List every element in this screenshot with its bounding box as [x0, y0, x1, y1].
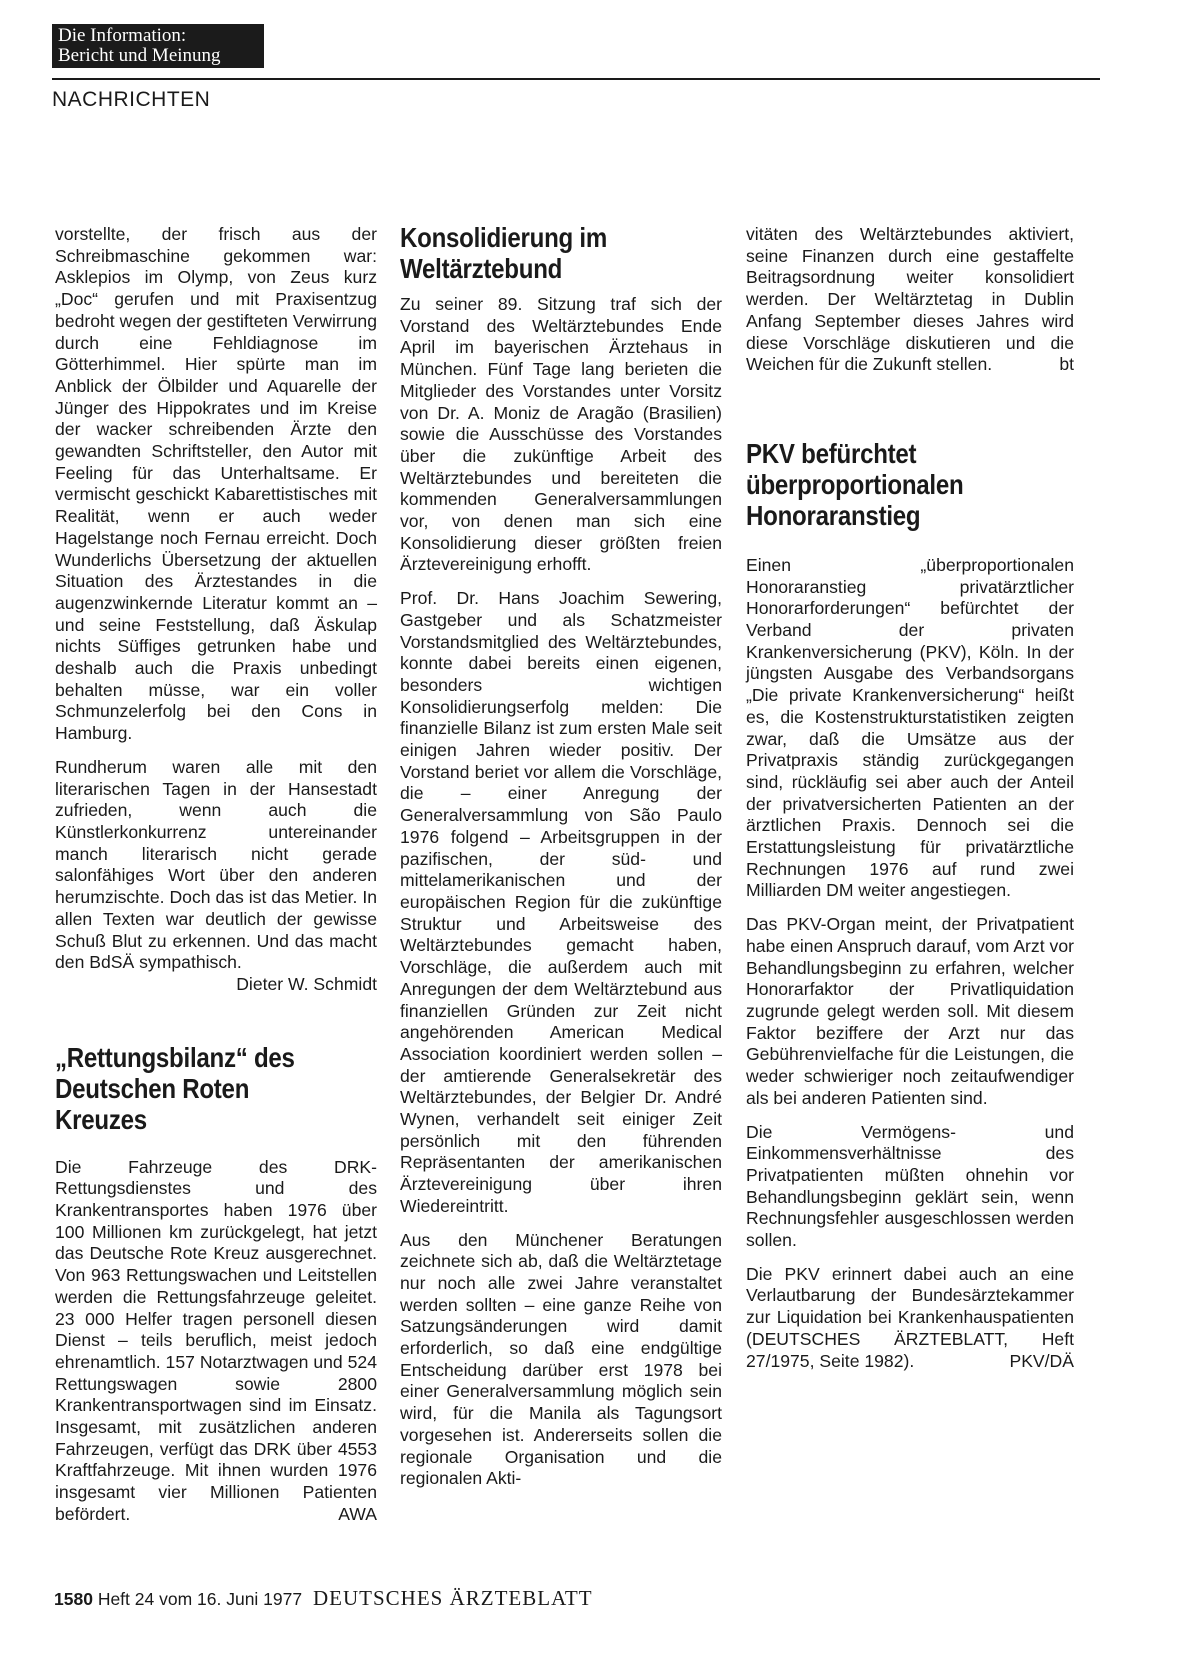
masthead-line2: Bericht und Meinung: [58, 45, 221, 66]
section-label: NACHRICHTEN: [52, 88, 211, 111]
article-headline: Konsolidierung im Weltärztebund: [400, 222, 607, 284]
page-number: 1580: [54, 1589, 93, 1609]
article-paragraph: Die Vermögens- und Einkommensverhältnisse des Privatpatienten müßten ohnehin vor Behandlungsbeginn geklärt sein, wenn Rechnungsfehler ausgeschlossen werden sollen.: [746, 1121, 1074, 1251]
article-paragraph: [746, 1264, 1074, 1373]
article-paragraph: [746, 224, 1074, 376]
author-sign: PKV/DÄ: [1009, 1350, 1074, 1371]
masthead: [52, 24, 264, 68]
author-sign: bt: [1059, 354, 1074, 375]
paragraph-text: Die PKV erinnert dabei auch an eine Verlautbarung der Bundesärztekammer zur Liquidation bei Krankenhauspatienten (DEUTSCHES ÄRZTEBLATT, Heft 27/1975, Seite 1982).: [746, 1263, 1074, 1371]
header-rule: [52, 78, 1100, 80]
author-byline: Dieter W. Schmidt: [236, 973, 377, 994]
issue-info: Heft 24 vom 16. Juni 1977: [97, 1589, 303, 1609]
author-sign: AWA: [338, 1503, 377, 1524]
paragraph-text: Die Fahrzeuge des DRK-Rettungsdienstes und des Krankentransportes haben 1976 über 100 Millionen km zurückgelegt, hat jetzt das Deutsche Rote Kreuz ausgerechnet. Von 963 Rettungswachen und Leitstellen werden die Rettungsfahrzeuge geleitet. 23 000 Helfer tragen personell diesen Dienst – teils beruflich, meist jedoch ehrenamtlich. 157 Notarztwagen und 524 Rettungswagen sowie 2800 Krankentransportwagen sind im Einsatz. Insgesamt, mit zusätzlichen anderen Fahrzeugen, verfügt das DRK über 4553 Kraftfahrzeuge. Mit ihnen wurden 1976 insgesamt vier Millionen Patienten befördert.: [55, 1156, 377, 1524]
paragraph-text: vitäten des Weltärztebundes aktiviert, seine Finanzen durch eine gestaffelte Beitragsordnung weiter konsolidiert werden. Der Weltärztetag in Dublin Anfang September dieses Jahres wird diese Vorschläge diskutieren und die Weichen für die Zukunft stellen.: [746, 224, 1074, 375]
article-headline: „Rettungsbilanz“ des Deutschen Roten Kreuzes: [55, 1041, 295, 1135]
article-paragraph: [55, 1157, 377, 1526]
masthead-line1: Die Information:: [58, 25, 187, 46]
page-footer: [54, 1586, 593, 1611]
article-paragraph: vorstellte, der frisch aus der Schreibmaschine gekommen war: Asklepios im Olymp, von Zeus kurz „Doc“ gerufen und mit Praxisentzug bedroht wegen der gestifteten Verwirrung durch eine Fehldiagnose im Götterhimmel. Hier spürte man im Anblick der Ölbilder und Aquarelle der Jünger des Hippokrates und im Kreise der wacker schreibenden Ärzte den gewandten Schriftsteller, den Autor mit Feeling für das Unterhaltsame. Er vermischt geschickt Kabarettistisches mit Realität, wenn er auch weder Hagelstange noch Fernau erreicht. Doch Wunderlichs Übersetzung der aktuellen Situation des Ärztestandes in die augenzwinkernde Literatur kommt an – und seine Feststellung, daß Äskulap nichts Süffiges getrunken habe und deshalb auch die Praxis unbedingt behalten müsse, war ein voller Schmunzelerfolg bei den Cons in Hamburg.: [55, 224, 377, 744]
journal-name: DEUTSCHES ÄRZTEBLATT: [312, 1586, 593, 1610]
article-paragraph: Rundherum waren alle mit den literarischen Tagen in der Hansestadt zufrieden, wenn auch die Künstlerkonkurrenz untereinander manch literarisch nicht gerade salonfähiges Wort über den anderen herumzischte. Doch das ist das Metier. In allen Texten war deutlich der gewisse Schuß Blut zu erkennen. Und das macht den BdSÄ sympathisch.: [55, 756, 377, 973]
column-1: [55, 224, 377, 1538]
article-paragraph: Prof. Dr. Hans Joachim Sewering, Gastgeber und als Schatzmeister Vorstandsmitglied des Weltärztebundes, konnte dabei bereits einen eigenen, besonders wichtigen Konsolidierungserfolg melden: Die finanzielle Bilanz ist zum ersten Male seit einigen Jahren wieder positiv. Der Vorstand beriet vor allem die Vorschläge, die – einer Anregung der Generalversammlung von São Paulo 1976 folgend – Arbeitsgruppen in der pazifischen, der süd- und mittelamerikanischen und der europäischen Region für die zukünftige Struktur und Arbeitsweise des Weltärztebundes gemacht haben, Vorschläge, die außerdem auch mit Anregungen der dem Weltärztebund aus finanziellen Gründen zur Zeit nicht angehörenden American Medical Association koordiniert werden sollen – der amtierende Generalsekretär des Weltärztebundes, der Belgier Dr. André Wynen, verhandelt seit einiger Zeit persönlich mit den führenden Repräsentanten der amerikanischen Ärztevereinigung über ihren Wiedereintritt.: [400, 588, 722, 1216]
column-3: [746, 224, 1074, 1384]
article-paragraph: Zu seiner 89. Sitzung traf sich der Vorstand des Weltärztebundes Ende April im bayerischen Ärztehaus in München. Fünf Tage lang berieten die Mitglieder des Vorstandes unter Vorsitz von Dr. A. Moniz de Aragão (Brasilien) sowie die Ausschüsse des Vorstandes über die zukünftige Arbeit des Weltärztebundes und bereiteten die kommenden Generalversammlungen vor, von denen man sich eine Konsolidierung dieser größten freien Ärztevereinigung erhofft.: [400, 294, 722, 575]
article-paragraph: Das PKV-Organ meint, der Privatpatient habe einen Anspruch darauf, vom Arzt vor Behandlungsbeginn zu erfahren, welcher Honorarfaktor der Privatliquidation zugrunde gelegt werden soll. Mit diesem Faktor beziffere der Arzt nur das Gebührenvielfache für die Leistungen, die weder schwieriger noch zeitaufwendiger als bei anderen Patienten sind.: [746, 914, 1074, 1108]
article-paragraph: Aus den Münchener Beratungen zeichnete sich ab, daß die Weltärztetage nur noch alle zwei Jahre veranstaltet werden sollten – eine ganze Reihe von Satzungsänderungen wird damit erforderlich, so daß eine endgültige Entscheidung darüber erst 1978 bei einer Generalversammlung möglich sein wird, für die Manila als Tagungsort vorgesehen ist. Andererseits sollen die regionale Organisation und die regionalen Akti-: [400, 1229, 722, 1489]
article-headline: PKV befürchtet überproportionalen Honoraranstieg: [746, 437, 964, 531]
article-paragraph: Einen „überproportionalen Honoraranstieg privatärztlicher Honorarforderungen“ befürchtet der Verband der privaten Krankenversicherung (PKV), Köln. In der jüngsten Ausgabe des Verbandsorgans „Die private Krankenversicherung“ heißt es, die Kostenstrukturstatistiken zeigten zwar, daß die Umsätze aus der Privatpraxis ständig zurückgegangen sind, rückläufig sei aber auch der Anteil der privatversicherten Patienten an der ärztlichen Praxis. Dennoch sei die Erstattungsleistung für privatärztliche Rechnungen 1976 auf rund zwei Milliarden DM weiter angestiegen.: [746, 554, 1074, 901]
column-2: [400, 224, 722, 1502]
